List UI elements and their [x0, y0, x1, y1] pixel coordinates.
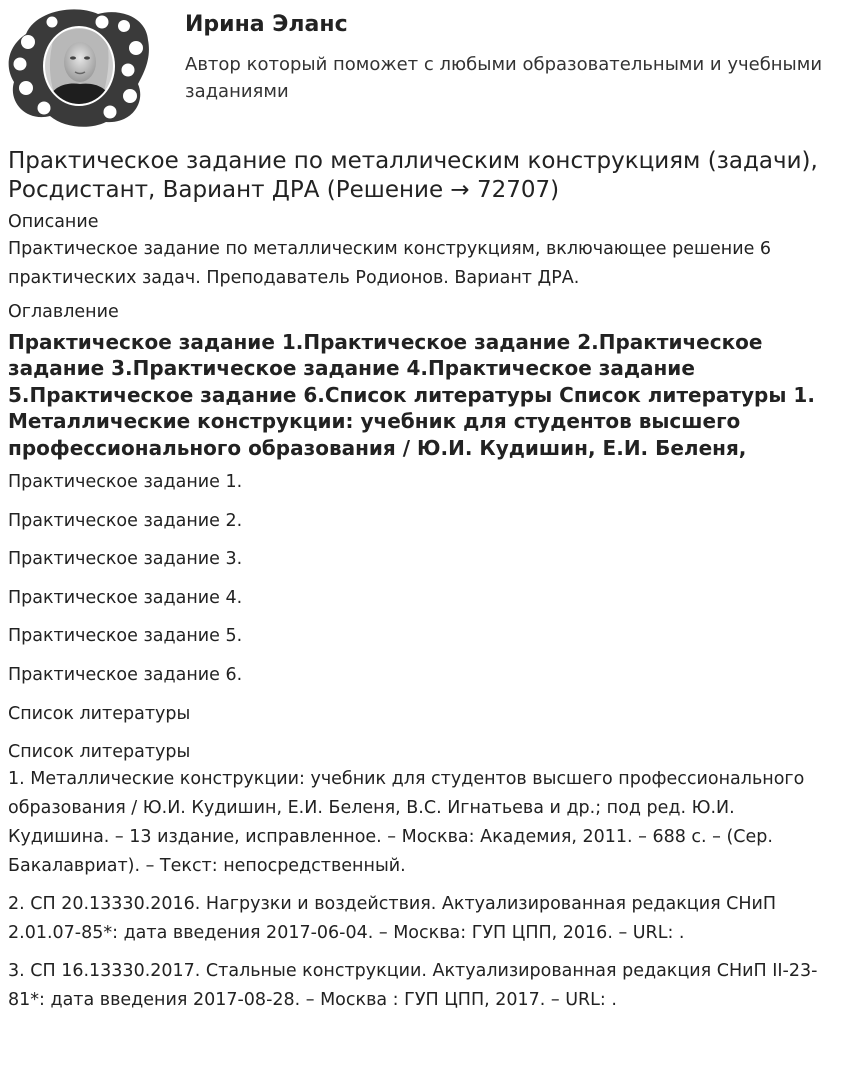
document-content: [8, 147, 841, 1024]
toc-list: [8, 471, 841, 741]
toc-item: Список литературы: [8, 703, 191, 724]
toc-item: Практическое задание 2.: [8, 510, 243, 531]
description-label: Описание: [8, 212, 99, 232]
toc-item: Практическое задание 5.: [8, 626, 243, 647]
author-header: [0, 0, 847, 135]
document-title: Практическое задание по металлическим конструкциям (задачи), Росдистант, Вариант ДРА (Решение → 72707): [8, 148, 818, 203]
film-reel-avatar-frame: [6, 6, 152, 128]
bibliography-item: 2. СП 20.13330.2016. Нагрузки и воздействия. Актуализированная редакция СНиП 2.01.07-85*: дата введения 2017-06-04. – Москва: ГУП ЦПП, 2016. – URL: .: [8, 894, 777, 944]
description-text: Практическое задание по металлическим конструкциям, включающее решение 6 практических задач. Преподаватель Родионов. Вариант ДРА.: [8, 239, 772, 288]
author-description: Автор который поможет с любыми образовательными и учебными заданиями: [185, 54, 823, 102]
author-name[interactable]: Ирина Эланс: [185, 12, 348, 37]
toc-item: Практическое задание 3.: [8, 549, 243, 570]
avatar[interactable]: [6, 6, 152, 128]
bibliography-item: 1. Металлические конструкции: учебник для студентов высшего профессионального образования / Ю.И. Кудишин, Е.И. Беленя, В.С. Игнатьева и др.; под ред. Ю.И. Кудишина. – 13 издание, исправленное. – Москва: Академия, 2011. – 688 с. – (Сер. Бакалавриат). – Текст: непосредственный.: [8, 769, 805, 877]
toc-item: Практическое задание 4.: [8, 587, 243, 608]
toc-summary: Практическое задание 1.Практическое задание 2.Практическое задание 3.Практическое задание 4.Практическое задание 5.Практическое задание 6.Список литературы Список литературы 1. Металлические конструкции: учебник для студентов высшего профессионального образования / Ю.И. Кудишин, Е.И. Беленя,: [8, 330, 815, 460]
toc-item: Практическое задание 6.: [8, 665, 243, 685]
toc-item: Практическое задание 1.: [8, 472, 243, 493]
bibliography-item: 3. СП 16.13330.2017. Стальные конструкции. Актуализированная редакция СНиП II-23-81*: дата введения 2017-08-28. – Москва : ГУП ЦПП, 2017. – URL: .: [8, 961, 818, 1011]
bibliography-label: Список литературы: [8, 742, 191, 763]
toc-label: Оглавление: [8, 302, 119, 322]
